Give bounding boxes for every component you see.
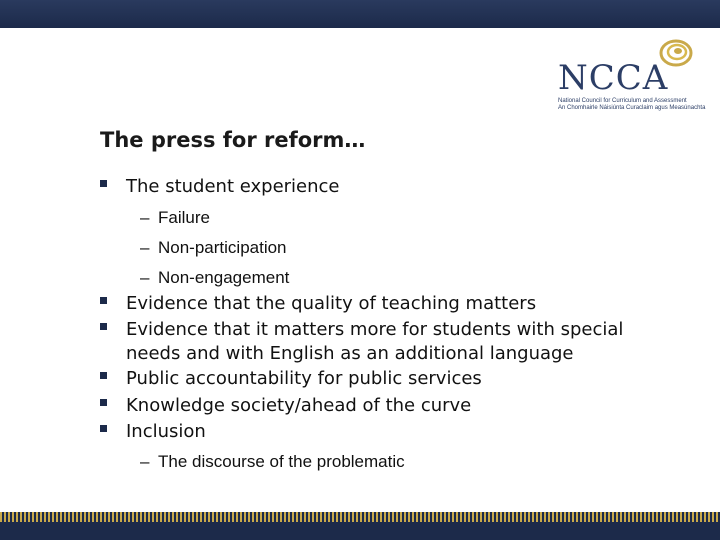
bullet-text: Inclusion — [126, 421, 206, 442]
bullet-text: needs and with English as an additional language — [126, 343, 574, 364]
bullet-marker-icon — [100, 399, 107, 406]
bullet-text: Public accountability for public services — [126, 368, 482, 389]
logo-subtitle-english: National Council for Curriculum and Assessment — [558, 98, 687, 104]
bullet-marker-icon — [100, 372, 107, 379]
logo-wordmark: NCCA — [558, 58, 669, 98]
sub-bullet-text: Non-participation — [158, 238, 287, 257]
sub-bullet-text: Non-engagement — [158, 268, 290, 287]
logo-subtitle-irish: An Chomhairle Náisiúnta Curaclaim agus Measúnachta — [558, 105, 706, 111]
dash-marker: – — [140, 238, 150, 257]
sub-bullet-item — [140, 208, 210, 228]
ncca-logo — [556, 36, 706, 116]
dash-marker: – — [140, 452, 150, 471]
sub-bullet-text: The discourse of the problematic — [158, 452, 405, 471]
bullet-text: Knowledge society/ahead of the curve — [126, 395, 472, 416]
bullet-text: Evidence that the quality of teaching matters — [126, 293, 537, 314]
dash-marker: – — [140, 268, 150, 287]
bullet-marker-icon — [100, 425, 107, 432]
bullet-marker-icon — [100, 323, 107, 330]
header-band — [0, 0, 720, 28]
sub-bullet-text: Failure — [158, 208, 210, 227]
dash-marker: – — [140, 208, 150, 227]
footer-stripe — [0, 512, 720, 522]
bullet-marker-icon — [100, 180, 107, 187]
sub-bullet-item — [140, 238, 287, 258]
bullet-text: Evidence that it matters more for students with special — [126, 319, 624, 340]
bullet-marker-icon — [100, 297, 107, 304]
slide-title: The press for reform… — [100, 128, 366, 152]
sub-bullet-item — [140, 452, 405, 472]
sub-bullet-item — [140, 268, 289, 288]
bullet-text: The student experience — [126, 176, 340, 197]
